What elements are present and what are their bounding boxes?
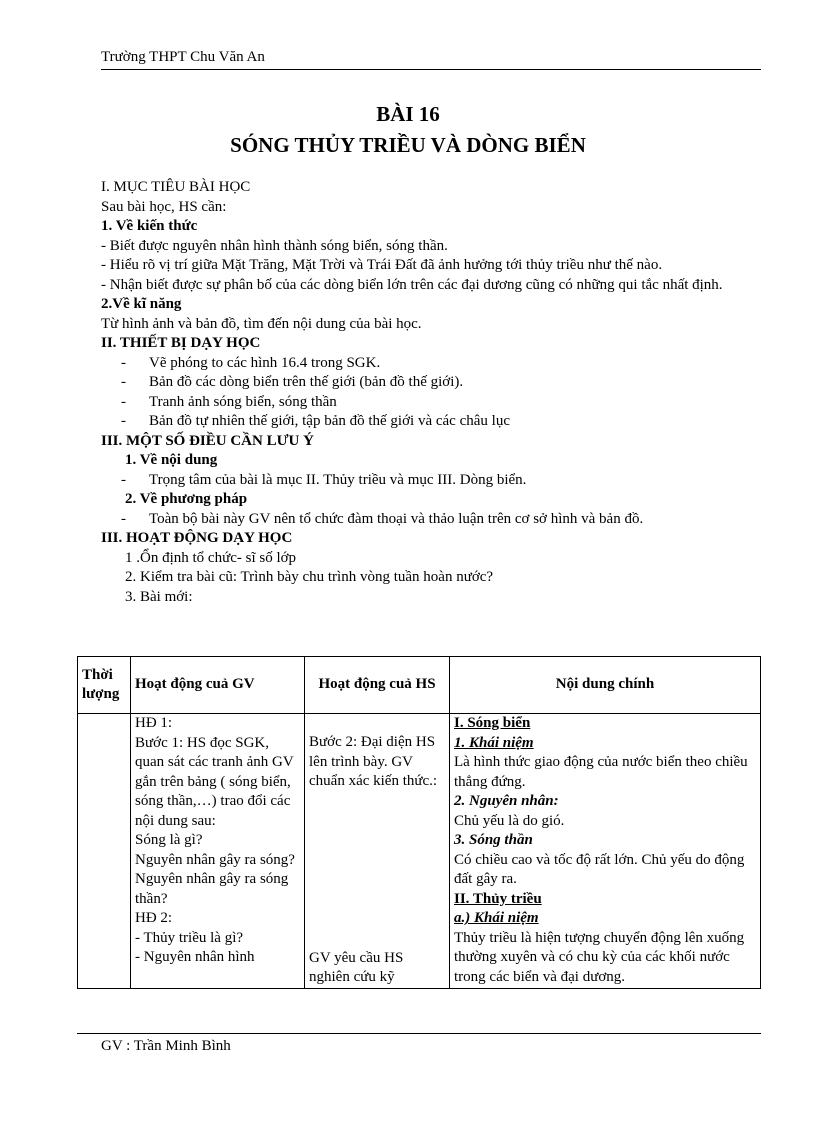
knowledge-item: - Nhận biết được sự phân bố của các dòng biển lớn trên các đại dương cũng có những qui tắc nhất định. <box>101 276 723 293</box>
notes-content: - Trọng tâm của bài là mục II. Thủy triều và mục III. Dòng biển. <box>121 471 527 488</box>
teacher-activity-cell <box>131 714 305 989</box>
waves-concept-label: 1. Khái niệm <box>454 734 534 751</box>
equipment-item: - Vẽ phóng to các hình 16.4 trong SGK. <box>121 354 381 371</box>
activity-step: 3. Bài mới: <box>125 588 193 605</box>
tides-concept-text: Thủy triều là hiện tượng chuyển động lên xuống thường xuyên và có chu kỳ của các khối nước trong các biển và đại dương. <box>454 929 745 985</box>
knowledge-item: - Hiểu rõ vị trí giữa Mặt Trăng, Mặt Trời và Trái Đất đã ảnh hưởng tới thủy triều như thế nào. <box>101 257 663 273</box>
gv-line: Nguyên nhân gây ra sóng? <box>135 851 295 868</box>
skills-text: Từ hình ảnh và bản đồ, tìm đến nội dung của bài học. <box>101 315 422 332</box>
knowledge-heading: 1. Về kiến thức <box>101 218 198 234</box>
footer-divider <box>77 1033 761 1034</box>
hs-request: GV yêu cầu HS nghiên cứu kỹ <box>309 949 404 985</box>
equipment-item: - Bản đồ tự nhiên thế giới, tập bản đồ thế giới và các châu lục <box>121 413 510 429</box>
lesson-title: SÓNG THỦY TRIỀU VÀ DÒNG BIỂN <box>230 133 586 157</box>
col-header-content: Nội dung chính <box>450 657 761 714</box>
col-header-duration: Thời lượng <box>78 657 131 714</box>
waves-cause-label: 2. Nguyên nhân: <box>454 793 559 809</box>
hs-step: Bước 2: Đại diện HS lên trình bày. GV chuẩn xác kiến thức.: <box>309 734 438 789</box>
waves-concept-text: Là hình thức giao động của nước biển theo chiều thẳng đứng. <box>454 754 748 790</box>
tides-concept-label: a.) Khái niệm <box>454 910 539 926</box>
equipment-heading: II. THIẾT BỊ DẠY HỌC <box>101 335 261 351</box>
gv-line: Nguyên nhân gây ra sóng thần? <box>135 871 289 907</box>
gv-line: HĐ 2: <box>135 910 173 926</box>
notes-method-heading: 2. Về phương pháp <box>125 491 248 507</box>
tsunami-label: 3. Sóng thần <box>454 832 533 848</box>
table-header-row <box>78 657 761 714</box>
lesson-activity-table <box>77 656 761 989</box>
school-header: Trường THPT Chu Văn An <box>101 49 265 65</box>
activity-step: 1 .Ổn định tổ chức- sĩ số lớp <box>125 549 297 566</box>
student-activity-cell <box>305 714 450 989</box>
teacher-footer: GV : Trần Minh Bình <box>101 1038 231 1054</box>
gv-line: - Thủy triều là gì? <box>135 929 244 946</box>
activities-heading: III. HOẠT ĐỘNG DẠY HỌC <box>101 530 293 546</box>
equipment-item: - Tranh ảnh sóng biển, sóng thần <box>121 393 337 410</box>
lesson-number: BÀI 16 <box>376 102 440 126</box>
skills-heading: 2.Về kĩ năng <box>101 296 182 312</box>
notes-heading: III. MỘT SỐ ĐIỀU CẦN LƯU Ý <box>101 432 314 449</box>
table-row <box>78 714 761 989</box>
activity-step: 2. Kiểm tra bài cũ: Trình bày chu trình vòng tuần hoàn nước? <box>125 569 494 585</box>
tsunami-text: Có chiều cao và tốc độ rất lớn. Chủ yếu do động đất gây ra. <box>454 851 745 887</box>
duration-cell <box>78 714 131 989</box>
lesson-body <box>101 178 741 607</box>
waves-cause-text: Chủ yếu là do gió. <box>454 812 565 829</box>
knowledge-item: - Biết được nguyên nhân hình thành sóng biển, sóng thần. <box>101 237 448 254</box>
gv-line: HĐ 1: <box>135 715 173 731</box>
header-divider <box>101 69 761 70</box>
objectives-heading: I. MỤC TIÊU BÀI HỌC <box>101 179 251 195</box>
col-header-teacher: Hoạt động cuả GV <box>131 657 305 714</box>
section-tides-heading: II. Thủy triều <box>454 890 542 907</box>
gv-line: - Nguyên nhân hình <box>135 949 255 965</box>
main-content-cell <box>450 714 761 989</box>
objectives-intro: Sau bài học, HS cần: <box>101 198 227 215</box>
col-header-student: Hoạt động cuả HS <box>305 657 450 714</box>
notes-content-heading: 1. Về nội dung <box>125 452 218 468</box>
section-waves-heading: I. Sóng biển <box>454 715 531 731</box>
equipment-item: - Bản đồ các dòng biển trên thế giới (bản đồ thế giới). <box>121 374 464 390</box>
notes-method: - Toàn bộ bài này GV nên tổ chức đàm thoại và thảo luận trên cơ sở hình và bản đồ. <box>121 510 644 527</box>
gv-line: Bước 1: HS đọc SGK, quan sát các tranh ảnh GV gắn trên bảng ( sóng biển, sóng thần,…) trao đổi các nội dung sau: <box>135 734 294 829</box>
gv-line: Sóng là gì? <box>135 832 203 848</box>
